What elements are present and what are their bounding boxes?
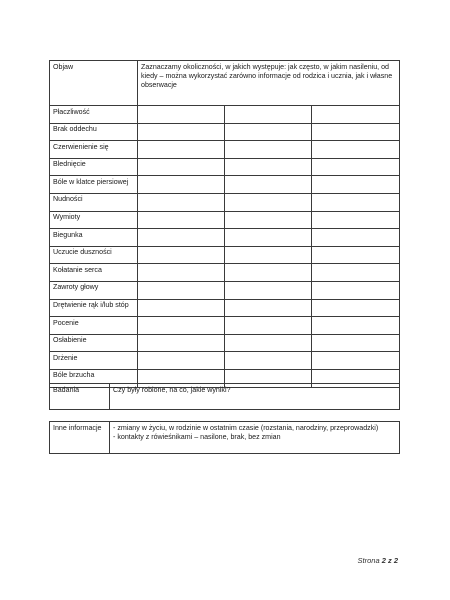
- header-label-cell: Objaw: [50, 61, 138, 106]
- symptom-notes-cell: [225, 281, 312, 299]
- symptom-name: Bóle w klatce piersiowej: [50, 176, 138, 194]
- symptom-row: [50, 317, 400, 335]
- symptom-row: [50, 176, 400, 194]
- symptoms-header-row: [50, 61, 400, 106]
- badania-text: Czy były robione, na co, jakie wyniki?: [110, 384, 400, 410]
- symptom-notes-cell: [312, 264, 400, 282]
- symptom-notes-cell: [225, 106, 312, 124]
- symptom-notes-cell: [138, 211, 225, 229]
- symptom-notes-cell: [225, 211, 312, 229]
- symptom-notes-cell: [225, 334, 312, 352]
- symptom-notes-cell: [138, 334, 225, 352]
- symptom-notes-cell: [312, 299, 400, 317]
- symptom-name: Uczucie duszności: [50, 246, 138, 264]
- symptom-name: Płaczliwość: [50, 106, 138, 124]
- footer-total-pages: 2: [393, 556, 398, 565]
- symptom-notes-cell: [312, 106, 400, 124]
- inne-line: - kontakty z rówieśnikami – nasilone, brak, bez zmian: [113, 432, 281, 441]
- symptom-notes-cell: [225, 176, 312, 194]
- symptom-notes-cell: [138, 193, 225, 211]
- badania-label: Badania: [50, 384, 110, 410]
- badania-row: [50, 384, 400, 410]
- symptom-notes-cell: [225, 229, 312, 247]
- symptom-row: [50, 281, 400, 299]
- symptom-notes-cell: [312, 334, 400, 352]
- symptom-row: [50, 193, 400, 211]
- symptom-notes-cell: [312, 193, 400, 211]
- symptom-notes-cell: [138, 264, 225, 282]
- symptom-name: Drżenie: [50, 352, 138, 370]
- symptom-notes-cell: [138, 229, 225, 247]
- symptom-row: [50, 264, 400, 282]
- page-footer: [358, 556, 398, 565]
- symptom-notes-cell: [312, 211, 400, 229]
- footer-prefix: Strona: [357, 556, 382, 565]
- footer-current-page: 2: [381, 556, 386, 565]
- symptom-name: Bóle brzucha: [50, 369, 138, 387]
- inne-table: [49, 421, 400, 454]
- symptom-notes-cell: [225, 123, 312, 141]
- symptom-name: Drętwienie rąk i/lub stóp: [50, 299, 138, 317]
- symptom-notes-cell: [138, 141, 225, 159]
- symptom-notes-cell: [225, 264, 312, 282]
- symptom-notes-cell: [312, 229, 400, 247]
- symptom-notes-cell: [138, 246, 225, 264]
- symptom-row: [50, 352, 400, 370]
- symptom-name: Blednięcie: [50, 158, 138, 176]
- symptom-name: Nudności: [50, 193, 138, 211]
- footer-separator: z: [385, 556, 394, 565]
- symptom-notes-cell: [138, 106, 225, 124]
- symptom-notes-cell: [312, 352, 400, 370]
- symptom-notes-cell: [138, 299, 225, 317]
- symptom-row: [50, 229, 400, 247]
- symptom-name: Czerwienienie się: [50, 141, 138, 159]
- symptom-notes-cell: [138, 317, 225, 335]
- inne-label: Inne informacje: [50, 422, 110, 454]
- symptom-notes-cell: [225, 246, 312, 264]
- symptom-name: Kołatanie serca: [50, 264, 138, 282]
- symptom-notes-cell: [138, 352, 225, 370]
- symptom-notes-cell: [312, 317, 400, 335]
- symptoms-table: [49, 60, 400, 388]
- symptom-notes-cell: [225, 352, 312, 370]
- inne-row: [50, 422, 400, 454]
- inne-text: [110, 422, 400, 454]
- symptom-notes-cell: [138, 158, 225, 176]
- symptom-notes-cell: [312, 246, 400, 264]
- symptom-row: [50, 334, 400, 352]
- symptom-row: [50, 123, 400, 141]
- symptom-name: Pocenie: [50, 317, 138, 335]
- symptom-row: [50, 246, 400, 264]
- symptom-row: [50, 211, 400, 229]
- symptom-notes-cell: [225, 141, 312, 159]
- symptom-name: Zawroty głowy: [50, 281, 138, 299]
- symptom-notes-cell: [225, 317, 312, 335]
- symptom-row: [50, 299, 400, 317]
- inne-line: - zmiany w życiu, w rodzinie w ostatnim czasie (rozstania, narodziny, przeprowadzki): [113, 423, 379, 432]
- symptom-notes-cell: [225, 299, 312, 317]
- symptom-notes-cell: [138, 176, 225, 194]
- badania-table: [49, 383, 400, 410]
- symptom-name: Osłabienie: [50, 334, 138, 352]
- symptom-notes-cell: [312, 176, 400, 194]
- symptom-notes-cell: [138, 123, 225, 141]
- header-description-cell: Zaznaczamy okoliczności, w jakich występuje: jak często, w jakim nasileniu, od kiedy – można wykorzystać zarówno informacje od rodzica i ucznia, jak i własne obserwacje: [138, 61, 400, 106]
- symptom-name: Brak oddechu: [50, 123, 138, 141]
- symptom-name: Biegunka: [50, 229, 138, 247]
- symptom-notes-cell: [225, 193, 312, 211]
- symptom-notes-cell: [138, 281, 225, 299]
- symptom-row: [50, 141, 400, 159]
- symptom-notes-cell: [225, 158, 312, 176]
- symptom-notes-cell: [312, 158, 400, 176]
- symptom-notes-cell: [312, 141, 400, 159]
- symptom-notes-cell: [312, 123, 400, 141]
- symptom-row: [50, 106, 400, 124]
- symptom-notes-cell: [312, 281, 400, 299]
- symptom-name: Wymioty: [50, 211, 138, 229]
- symptom-row: [50, 158, 400, 176]
